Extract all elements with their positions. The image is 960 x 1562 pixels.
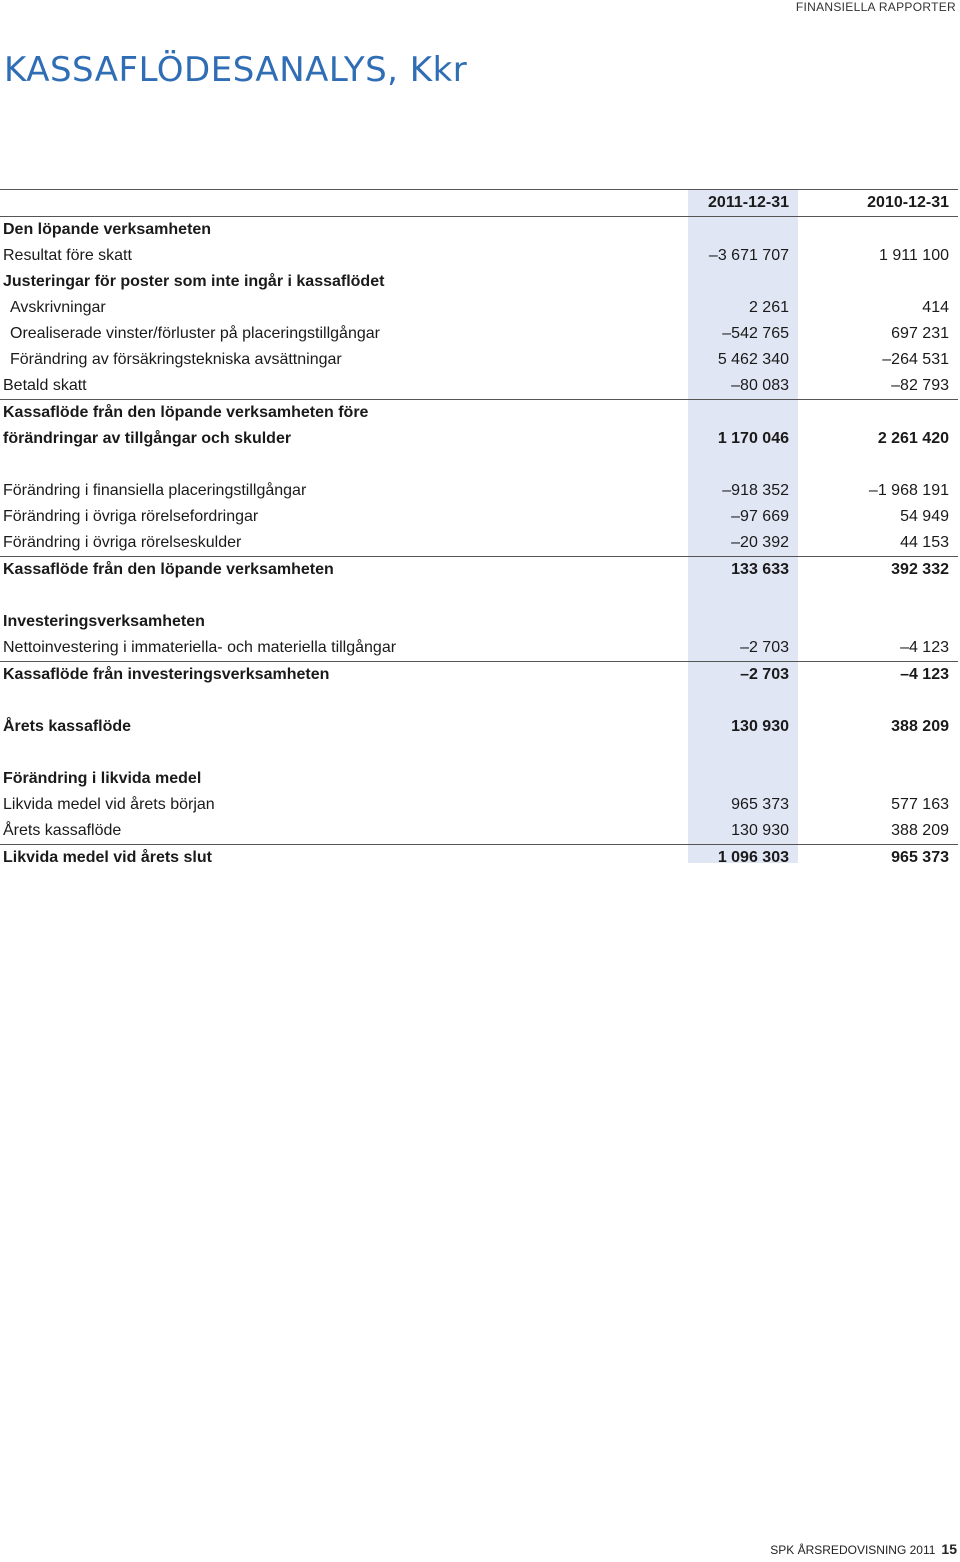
value-2010: –1 968 191	[868, 482, 949, 499]
table-row	[0, 426, 958, 452]
row-label	[0, 452, 688, 478]
cash-flow-table	[0, 189, 958, 871]
cash-flow-table-container	[0, 189, 958, 871]
spacer-row	[0, 688, 958, 714]
value-2010: –82 793	[891, 377, 949, 394]
table-row	[0, 217, 958, 244]
value-2011: 2 261	[748, 299, 789, 316]
row-label: Den löpande verksamheten	[3, 221, 212, 238]
value-2010: 1 911 100	[879, 247, 949, 264]
value-2010	[798, 609, 958, 635]
value-2011	[688, 269, 798, 295]
value-2010	[798, 217, 958, 244]
page-number: 15	[941, 1541, 957, 1557]
value-2011: –20 392	[731, 534, 789, 551]
row-label: Likvida medel vid årets slut	[0, 845, 688, 872]
value-2011: 1 096 303	[688, 845, 798, 872]
value-2010: –4 123	[798, 662, 958, 689]
spacer-row	[0, 740, 958, 766]
value-2010: –4 123	[900, 639, 949, 656]
table-row	[0, 609, 958, 635]
publication-name: SPK ÅRSREDOVISNING 2011	[770, 1543, 936, 1557]
page-title: KASSAFLÖDESANALYS, Kkr	[4, 50, 468, 90]
value-2010: 697 231	[891, 325, 949, 342]
table-row	[0, 635, 958, 662]
value-2010: 44 153	[900, 534, 949, 551]
row-label: Avskrivningar	[10, 299, 106, 316]
value-2010: 54 949	[900, 508, 949, 525]
row-label: Förändring i övriga rörelseskulder	[3, 534, 242, 551]
row-label	[0, 583, 688, 609]
value-2010	[798, 740, 958, 766]
table-row	[0, 504, 958, 530]
value-2011	[688, 400, 798, 427]
value-2011	[688, 452, 798, 478]
value-2011: 130 930	[731, 718, 789, 735]
page-footer	[770, 1541, 957, 1557]
value-2010	[798, 583, 958, 609]
value-2011: 130 930	[731, 822, 789, 839]
row-label: Kassaflöde från den löpande verksamheten före	[0, 400, 688, 427]
value-2011: 965 373	[731, 796, 789, 813]
table-row	[0, 845, 958, 872]
value-2010: 388 209	[891, 822, 949, 839]
row-label: förändringar av tillgångar och skulder	[3, 430, 292, 447]
value-2011	[688, 688, 798, 714]
spacer-row	[0, 583, 958, 609]
row-label: Likvida medel vid årets början	[3, 796, 215, 813]
table-row	[0, 321, 958, 347]
column-header-2010: 2010-12-31	[798, 190, 958, 217]
value-2011	[688, 583, 798, 609]
table-body	[0, 217, 958, 872]
value-2011: –542 765	[722, 325, 789, 342]
table-row	[0, 530, 958, 557]
row-label: Förändring av försäkringstekniska avsättningar	[10, 351, 342, 368]
value-2011: 1 170 046	[717, 430, 789, 447]
row-label: Betald skatt	[3, 377, 87, 394]
row-label: Årets kassaflöde	[3, 718, 132, 735]
header-label-cell	[0, 190, 688, 217]
value-2011: –2 703	[740, 639, 789, 656]
value-2010: 414	[922, 299, 949, 316]
table-row	[0, 714, 958, 740]
running-head: FINANSIELLA RAPPORTER	[795, 0, 956, 14]
table-row	[0, 792, 958, 818]
value-2010	[798, 766, 958, 792]
row-label: Förändring i övriga rörelsefordringar	[3, 508, 259, 525]
table-row	[0, 818, 958, 845]
row-label: Kassaflöde från den löpande verksamheten	[0, 557, 688, 584]
table-header-row	[0, 190, 958, 217]
value-2010: 577 163	[891, 796, 949, 813]
table-row	[0, 662, 958, 689]
value-2010: 2 261 420	[877, 430, 949, 447]
row-label: Årets kassaflöde	[3, 822, 122, 839]
value-2011	[688, 740, 798, 766]
value-2011: 5 462 340	[717, 351, 789, 368]
table-row	[0, 243, 958, 269]
value-2010: 965 373	[798, 845, 958, 872]
row-label	[0, 688, 688, 714]
row-label: Kassaflöde från investeringsverksamheten	[0, 662, 688, 689]
row-label: Förändring i finansiella placeringstillgångar	[3, 482, 307, 499]
table-row	[0, 400, 958, 427]
table-row	[0, 766, 958, 792]
value-2011: 133 633	[688, 557, 798, 584]
row-label: Orealiserade vinster/förluster på placeringstillgångar	[10, 325, 380, 342]
value-2010: 392 332	[798, 557, 958, 584]
row-label: Förändring i likvida medel	[3, 770, 202, 787]
table-row	[0, 373, 958, 400]
table-row	[0, 478, 958, 504]
value-2011: –97 669	[731, 508, 789, 525]
spacer-row	[0, 452, 958, 478]
value-2011: –3 671 707	[708, 247, 789, 264]
value-2011	[688, 766, 798, 792]
value-2010	[798, 269, 958, 295]
value-2011: –918 352	[722, 482, 789, 499]
value-2011: –80 083	[731, 377, 789, 394]
table-row	[0, 557, 958, 584]
value-2010	[798, 688, 958, 714]
value-2011: –2 703	[688, 662, 798, 689]
value-2010: –264 531	[882, 351, 949, 368]
table-row	[0, 269, 958, 295]
value-2010: 388 209	[891, 718, 949, 735]
row-label: Resultat före skatt	[3, 247, 132, 264]
value-2011	[688, 609, 798, 635]
row-label: Investeringsverksamheten	[3, 613, 205, 630]
column-header-2011: 2011-12-31	[688, 190, 798, 217]
row-label: Nettoinvestering i immateriella- och materiella tillgångar	[3, 639, 397, 656]
value-2010	[798, 400, 958, 427]
value-2011	[688, 217, 798, 244]
row-label: Justeringar för poster som inte ingår i kassaflödet	[3, 273, 385, 290]
value-2010	[798, 452, 958, 478]
table-row	[0, 347, 958, 373]
table-row	[0, 295, 958, 321]
row-label	[0, 740, 688, 766]
